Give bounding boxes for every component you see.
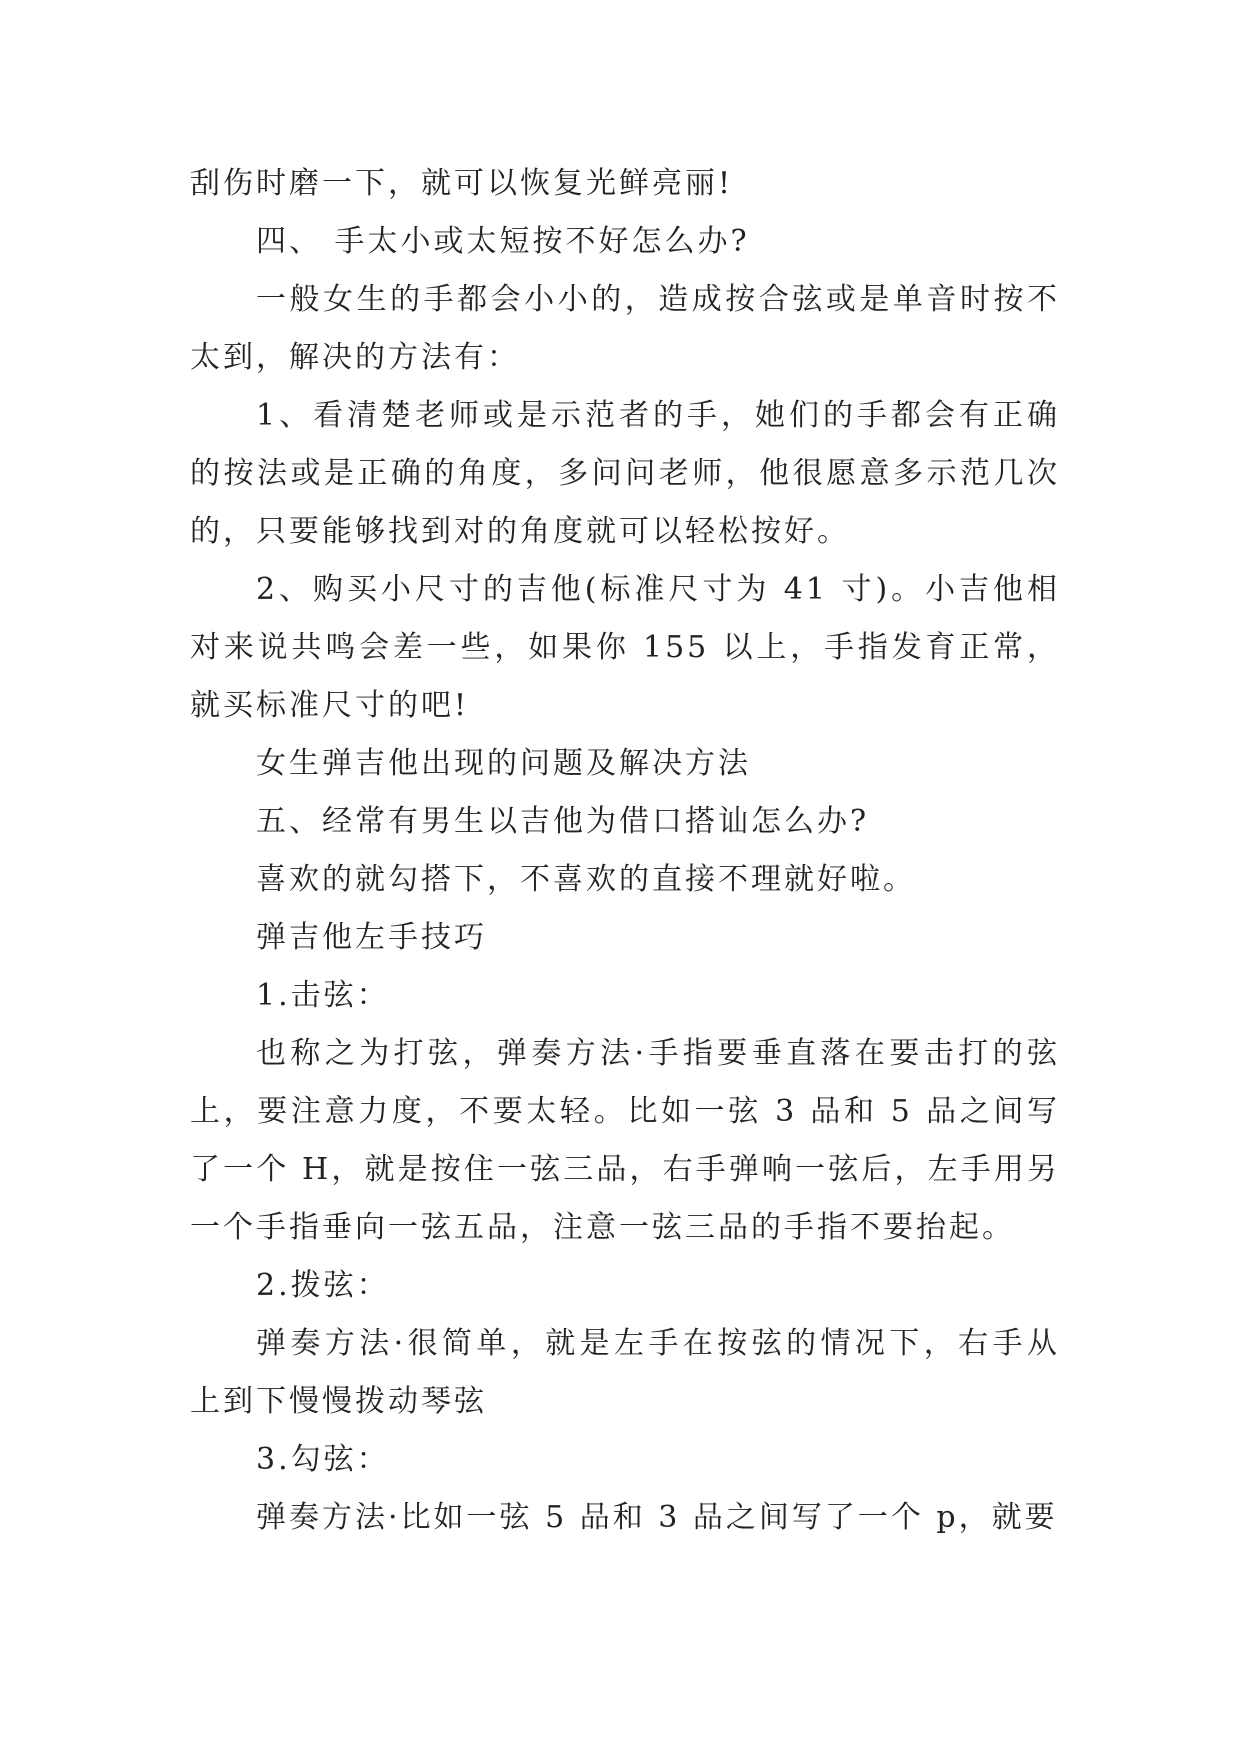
- paragraph-11: 也称之为打弦，弹奏方法·手指要垂直落在要击打的弦上，要注意力度，不要太轻。比如一弦 3 品和 5 品之间写了一个 H，就是按住一弦三品，右手弹响一弦后，左手用另一个手指垂向一弦五品，注意一弦三品的手指不要抬起。: [190, 1036, 1060, 1245]
- heading-pluck: 2.拨弦：: [256, 1268, 390, 1303]
- heading-section-4: 四、 手太小或太短按不好怎么办?: [256, 224, 750, 259]
- heading-left-hand: 弹吉他左手技巧: [256, 920, 487, 955]
- paragraph-15: 弹奏方法·比如一弦 5 品和 3 品之间写了一个 p，就要: [256, 1500, 1058, 1535]
- heading-pull-off: 3.勾弦：: [256, 1442, 390, 1477]
- article-body: [190, 155, 1060, 1547]
- heading-hammer-on: 1.击弦：: [256, 978, 390, 1013]
- paragraph-1: 刮伤时磨一下，就可以恢复光鲜亮丽!: [190, 166, 734, 201]
- subtitle-problems: 女生弹吉他出现的问题及解决方法: [256, 746, 751, 781]
- paragraph-4: 1、看清楚老师或是示范者的手，她们的手都会有正确的按法或是正确的角度，多问问老师，他很愿意多示范几次的，只要能够找到对的角度就可以轻松按好。: [190, 398, 1060, 549]
- paragraph-13: 弹奏方法·很简单，就是左手在按弦的情况下，右手从上到下慢慢拨动琴弦: [190, 1326, 1060, 1419]
- paragraph-3: 一般女生的手都会小小的，造成按合弦或是单音时按不太到，解决的方法有：: [190, 282, 1060, 375]
- heading-section-5: 五、经常有男生以吉他为借口搭讪怎么办?: [256, 804, 870, 839]
- paragraph-5: 2、购买小尺寸的吉他(标准尺寸为 41 寸)。小吉他相对来说共鸣会差一些，如果你 155 以上，手指发育正常，就买标准尺寸的吧!: [190, 572, 1060, 723]
- paragraph-8: 喜欢的就勾搭下，不喜欢的直接不理就好啦。: [256, 862, 916, 897]
